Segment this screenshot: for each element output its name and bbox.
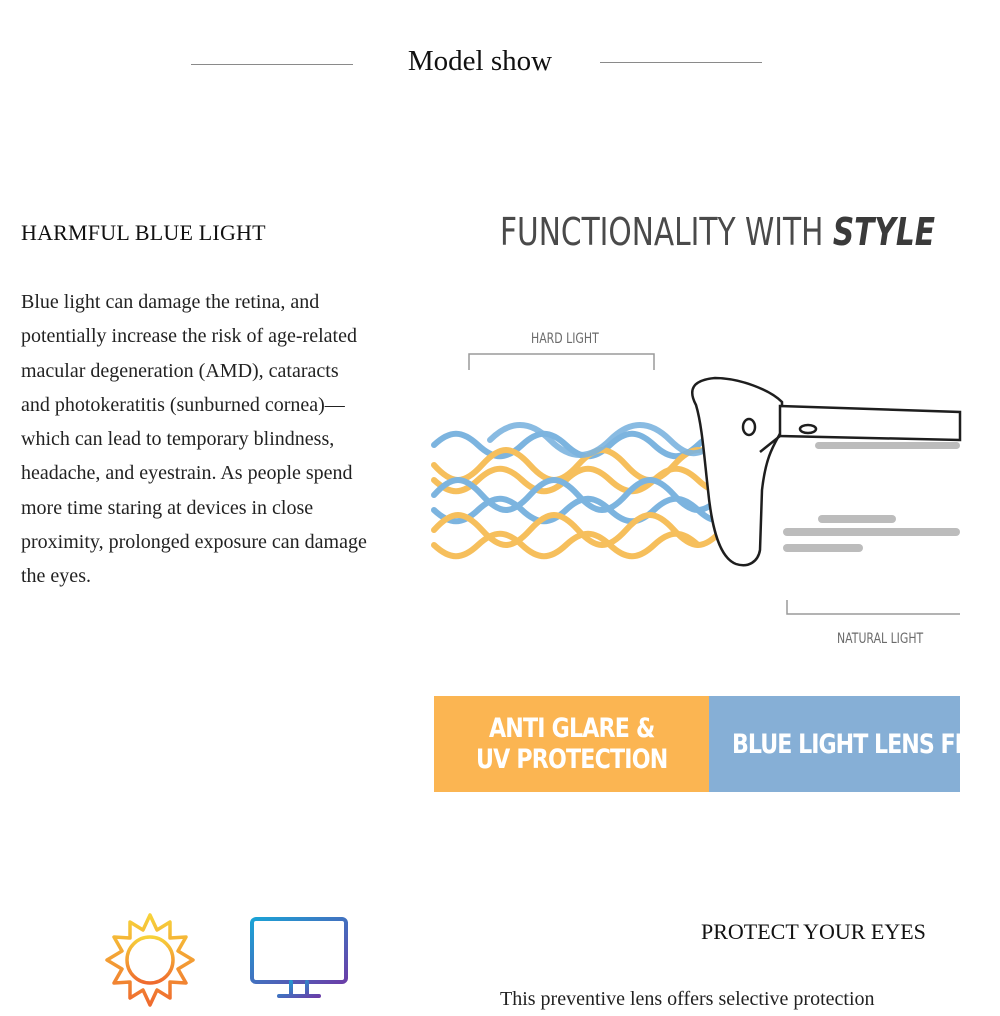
band-blue-light-filter xyxy=(709,696,1000,792)
band-left-line1: ANTI GLARE & xyxy=(488,713,655,744)
light-waves xyxy=(434,425,730,556)
sun-icon xyxy=(100,910,200,1010)
natural-light-bracket xyxy=(787,600,960,614)
lens-lines xyxy=(783,442,960,552)
monitor-icon xyxy=(247,914,351,1010)
band-left-line2: UV PROTECTION xyxy=(475,744,668,775)
section-body-harmful-blue-light: Blue light can damage the retina, and potentially increase the risk of age-related macular degeneration (AMD), cataracts and photokeratitis (sunburned cornea)—which can lead to temporary blindness, headache, and eyestrain. As people spend more time staring at devices in close proximity, prolonged exposure can damage the eyes. xyxy=(21,291,367,588)
natural-light-label: NATURAL LIGHT xyxy=(837,629,924,647)
band-blue-light-text: BLUE LIGHT LENS FILTE xyxy=(732,728,1000,760)
header-divider-right xyxy=(600,62,762,63)
page-title: Model show xyxy=(407,45,553,77)
section-heading-protect-your-eyes: PROTECT YOUR EYES xyxy=(701,919,926,944)
band-anti-glare-text xyxy=(476,713,667,775)
glasses-illustration xyxy=(692,378,960,565)
section-heading-harmful-blue-light: HARMFUL BLUE LIGHT xyxy=(21,220,266,245)
hard-light-bracket xyxy=(469,354,654,370)
infographic-title: FUNCTIONALITY WITH STYLE xyxy=(500,210,935,256)
section-body-protect-your-eyes: This preventive lens offers selective protection xyxy=(500,988,875,1010)
hard-light-label: HARD LIGHT xyxy=(531,329,599,347)
band-anti-glare-uv xyxy=(434,696,709,792)
